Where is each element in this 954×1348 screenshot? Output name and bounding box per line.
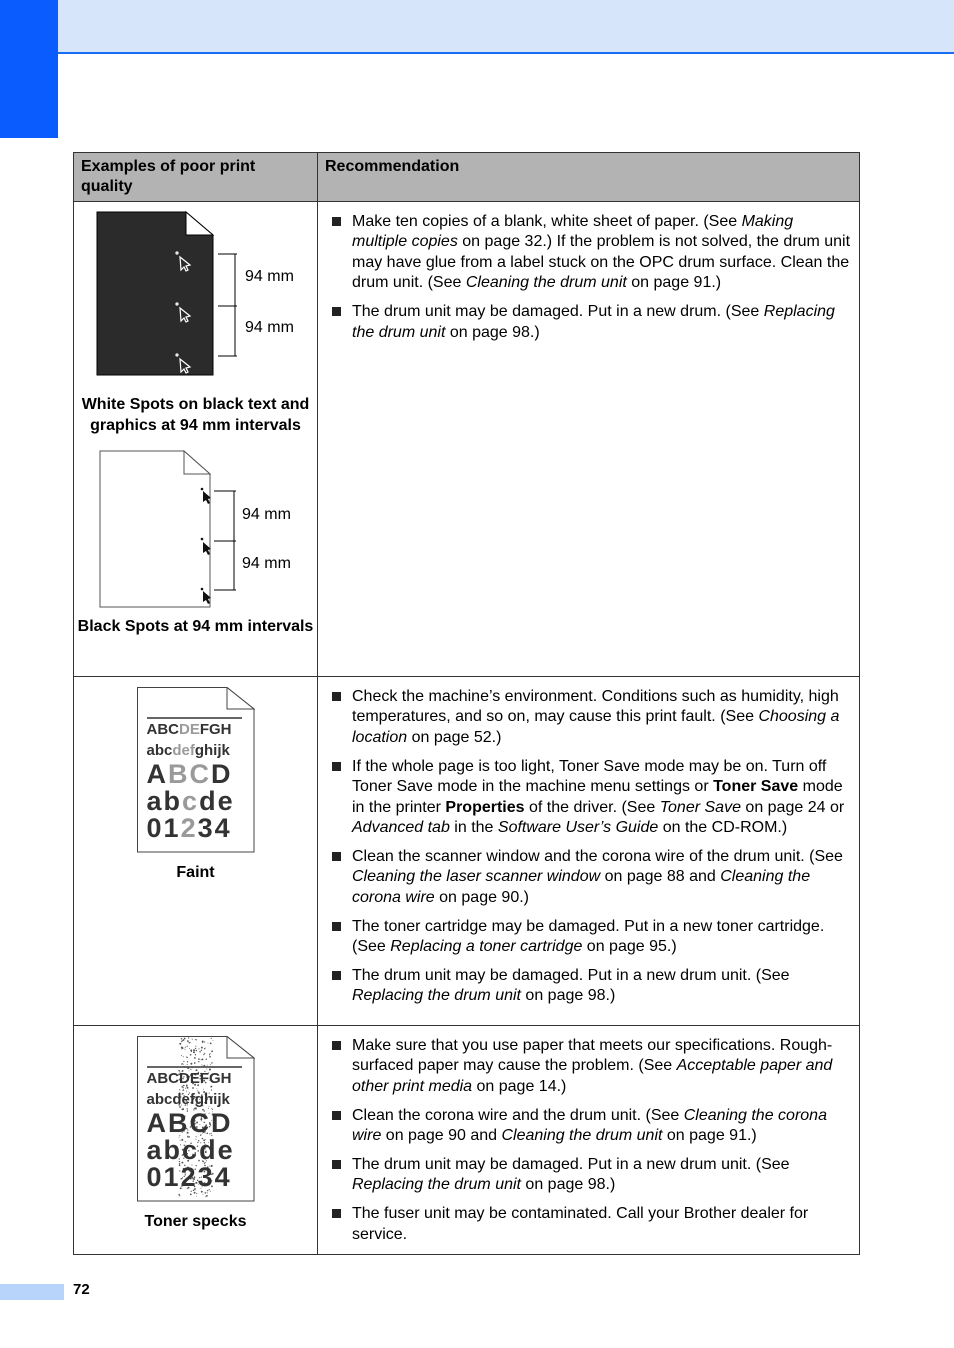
recommendation-list (330, 687, 851, 1007)
white-page-icon (74, 450, 317, 615)
faint-sample (137, 687, 255, 853)
header-examples: Examples of poor print quality (74, 153, 318, 202)
bullet-square-icon (332, 922, 341, 931)
example-caption: Toner specks (144, 1213, 247, 1230)
example-cell (74, 202, 318, 677)
sample-line: ABCDEFGH (146, 721, 232, 738)
bullet-square-icon (332, 762, 341, 771)
bullet-square-icon (332, 971, 341, 980)
bullet-square-icon (332, 307, 341, 316)
white-spots-illustration (74, 210, 317, 392)
example-cell (74, 677, 318, 1026)
sample-line: abcde (146, 1135, 235, 1165)
toner-specks-sample (137, 1036, 255, 1202)
table-row (74, 202, 860, 677)
bullet-square-icon (332, 1209, 341, 1218)
table-row (74, 677, 860, 1026)
sample-line: ABCD (146, 1108, 233, 1138)
example-caption: White Spots on black text and graphics at 94 mm intervals (81, 396, 310, 434)
bullet-square-icon (332, 1041, 341, 1050)
black-page-icon (74, 210, 317, 392)
chapter-tab (0, 0, 58, 138)
recommendation-item: Make sure that you use paper that meets our specifications. Rough-surfaced paper may cause the problem. (See Acceptable paper and other print media on page 14.) (330, 1036, 851, 1097)
bullet-square-icon (332, 217, 341, 226)
recommendation-cell (318, 202, 860, 677)
sample-line: ABCDEFGH (146, 1070, 232, 1087)
header-band (0, 0, 954, 54)
recommendation-item: The drum unit may be damaged. Put in a new drum unit. (See Replacing the drum unit on page 98.) (330, 1155, 851, 1196)
recommendation-item: Clean the corona wire and the drum unit. (See Cleaning the corona wire on page 90 and Cleaning the drum unit on page 91.) (330, 1106, 851, 1147)
bullet-square-icon (332, 692, 341, 701)
interval-label: 94 mm (245, 268, 294, 285)
sample-line: abcde (146, 786, 235, 816)
recommendation-item: Check the machine’s environment. Conditions such as humidity, high temperatures, and so on, may cause this print fault. (See Choosing a location on page 52.) (330, 687, 851, 748)
sample-line: abcdefghijk (146, 742, 230, 759)
bullet-square-icon (332, 1111, 341, 1120)
recommendation-item: The drum unit may be damaged. Put in a new drum. (See Replacing the drum unit on page 98.) (330, 302, 851, 343)
page-number: 72 (73, 1281, 90, 1298)
recommendation-cell (318, 677, 860, 1026)
recommendation-list (330, 1036, 851, 1245)
table-row (74, 1026, 860, 1255)
recommendation-item: The fuser unit may be contaminated. Call your Brother dealer for service. (330, 1204, 851, 1245)
recommendation-item: The drum unit may be damaged. Put in a new drum unit. (See Replacing the drum unit on page 98.) (330, 966, 851, 1007)
example-caption: Black Spots at 94 mm intervals (77, 618, 314, 635)
recommendation-item: If the whole page is too light, Toner Save mode may be on. Turn off Toner Save mode in the machine menu settings or Toner Save mode in the printer Properties of the driver. (See Toner Save on page 24 or Advanced tab in the Software User’s Guide on the CD-ROM.) (330, 757, 851, 839)
recommendation-item: The toner cartridge may be damaged. Put in a new toner cartridge. (See Replacing a toner cartridge on page 95.) (330, 917, 851, 958)
bullet-square-icon (332, 1160, 341, 1169)
sample-line: abcdefghijk (146, 1091, 230, 1108)
recommendation-item: Clean the scanner window and the corona wire of the drum unit. (See Cleaning the laser scanner window on page 88 and Cleaning the corona wire on page 90.) (330, 847, 851, 908)
header-recommendation: Recommendation (318, 153, 860, 202)
sample-line: ABCD (146, 759, 233, 789)
recommendation-item: Make ten copies of a blank, white sheet of paper. (See Making multiple copies on page 32.) If the problem is not solved, the drum unit may have glue from a label stuck on the OPC drum surface. Clean the drum unit. (See Cleaning the drum unit on page 91.) (330, 212, 851, 294)
footer-band (0, 1284, 64, 1300)
recommendation-list (330, 212, 851, 343)
sample-line: 01234 (146, 813, 232, 843)
table-header-row (74, 153, 860, 202)
sample-line: 01234 (146, 1162, 232, 1192)
example-caption: Faint (176, 864, 215, 881)
bullet-square-icon (332, 852, 341, 861)
example-cell (74, 1026, 318, 1255)
interval-label: 94 mm (245, 319, 294, 336)
interval-label: 94 mm (242, 506, 291, 523)
troubleshooting-table (73, 152, 860, 1255)
black-spots-illustration (74, 450, 317, 615)
interval-label: 94 mm (242, 555, 291, 572)
recommendation-cell (318, 1026, 860, 1255)
